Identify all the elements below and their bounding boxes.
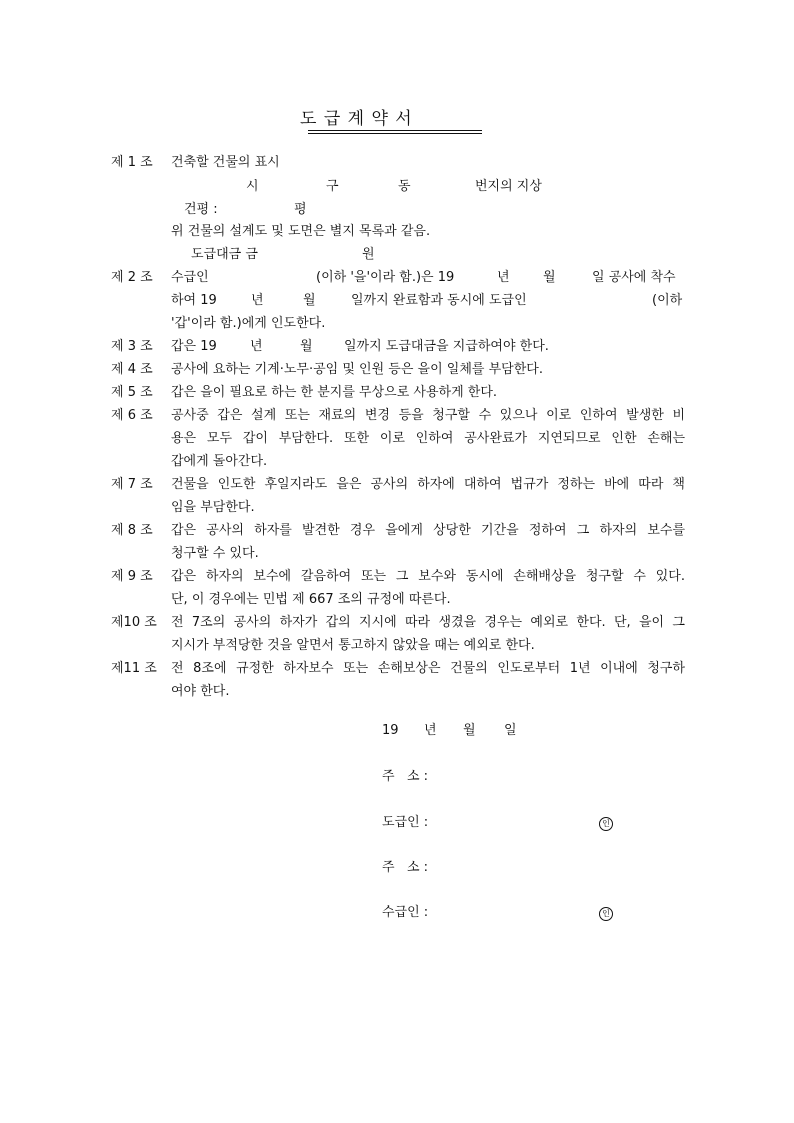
article-2-line2-month: 월 — [303, 293, 316, 308]
contractor-address-label: 주 소 : — [382, 769, 429, 784]
builder-address-label: 주 소 : — [382, 860, 429, 875]
article-11-line1: 전 8조에 규정한 하자보수 또는 손해보상은 건물의 인도로부터 1년 이내에 청구하 — [171, 661, 685, 676]
article-6-number: 제 6 조 — [111, 408, 153, 423]
seal-mark: 인 — [599, 817, 613, 831]
article-9-number: 제 9 조 — [111, 569, 153, 584]
article-2-month: 월 — [543, 270, 556, 285]
article-10-line2: 지시가 부적당한 것을 알면서 통고하지 않았을 때는 예외로 한다. — [171, 638, 535, 653]
address-dong: 동 — [398, 179, 411, 194]
title-text: 도 급 계 약 서 — [300, 109, 413, 129]
article-3-start: 갑은 19 — [171, 339, 217, 354]
signature-date-month: 월 — [463, 723, 476, 738]
article-6-line2: 용은 모두 갑이 부담한다. 또한 이로 인하여 공사완료가 지연되므로 인한 손해는 — [171, 431, 685, 446]
article-2-line2-end: (이하 — [652, 293, 683, 308]
floor-area-label: 건평 : — [184, 202, 218, 217]
article-11-number: 제11 조 — [111, 661, 157, 676]
article-2-line2-year: 년 — [251, 293, 264, 308]
builder-seal-icon — [599, 905, 613, 921]
article-1-number: 제 1 조 — [111, 155, 153, 170]
article-5-number: 제 5 조 — [111, 385, 153, 400]
article-4-number: 제 4 조 — [111, 362, 153, 377]
article-2-number: 제 2 조 — [111, 270, 153, 285]
article-8-line2: 청구할 수 있다. — [171, 546, 259, 561]
title-underline-top — [308, 130, 482, 131]
article-2-year: 년 — [497, 270, 510, 285]
address-bunji: 번지의 지상 — [475, 179, 542, 194]
article-1-text: 건축할 건물의 표시 — [171, 155, 280, 170]
article-9-line2: 단, 이 경우에는 민법 제 667 조의 규정에 따른다. — [171, 592, 451, 607]
contractor-seal-icon — [599, 815, 613, 831]
article-11-line2: 여야 한다. — [171, 684, 230, 699]
article-6-line1: 공사중 갑은 설계 또는 재료의 변경 등을 청구할 수 있으나 이로 인하여 발생한 비 — [171, 408, 685, 423]
article-3-year: 년 — [250, 339, 263, 354]
floor-area-unit: 평 — [294, 202, 307, 217]
design-note: 위 건물의 설계도 및 도면은 별지 목록과 같음. — [171, 224, 431, 239]
article-3-rest: 일까지 도급대금을 지급하여야 한다. — [344, 339, 549, 354]
article-5-text: 갑은 을이 필요로 하는 한 분지를 무상으로 사용하게 한다. — [171, 385, 498, 400]
signature-date-day: 일 — [504, 723, 517, 738]
article-9-line1: 갑은 하자의 보수에 갈음하여 또는 그 보수와 동시에 손해배상을 청구할 수 있다. — [171, 569, 685, 584]
article-2-line2-rest: 일까지 완료함과 동시에 도급인 — [351, 293, 527, 308]
article-6-line3: 갑에게 돌아간다. — [171, 454, 268, 469]
article-8-line1: 갑은 공사의 하자를 발견한 경우 을에게 상당한 기간을 정하여 그 하자의 보수를 — [171, 523, 685, 538]
article-7-line1: 건물을 인도한 후일지라도 을은 공사의 하자에 대하여 법규가 정하는 바에 따라 책 — [171, 477, 685, 492]
contract-price-unit: 원 — [362, 247, 375, 262]
contractor-label: 도급인 : — [382, 815, 429, 830]
article-8-number: 제 8 조 — [111, 523, 153, 538]
article-7-number: 제 7 조 — [111, 477, 153, 492]
builder-label: 수급인 : — [382, 905, 429, 920]
article-10-line1: 전 7조의 공사의 하자가 갑의 지시에 따라 생겼을 경우는 예외로 한다. 단, 을이 그 — [171, 615, 685, 630]
article-2-line2-start: 하여 19 — [171, 293, 217, 308]
article-3-month: 월 — [300, 339, 313, 354]
seal-mark: 인 — [599, 907, 613, 921]
article-7-line2: 임을 부담한다. — [171, 500, 255, 515]
article-2-builder: 수급인 — [171, 270, 209, 285]
address-si: 시 — [246, 179, 259, 194]
article-2-line3: '갑'이라 함.)에게 인도한다. — [171, 316, 326, 331]
article-2-day: 일 공사에 착수 — [592, 270, 676, 285]
signature-date-year-prefix: 19 — [382, 723, 399, 738]
article-10-number: 제10 조 — [111, 615, 157, 630]
title-underline-bottom — [308, 133, 482, 134]
signature-date-year: 년 — [424, 723, 437, 738]
article-3-number: 제 3 조 — [111, 339, 153, 354]
article-4-text: 공사에 요하는 기계·노무·공임 및 인원 등은 을이 일체를 부담한다. — [171, 362, 543, 377]
article-2-eul: (이하 '을'이라 함.)은 19 — [316, 270, 455, 285]
address-gu: 구 — [326, 179, 339, 194]
contract-price-label: 도급대금 금 — [191, 247, 258, 262]
document-title — [300, 104, 490, 134]
